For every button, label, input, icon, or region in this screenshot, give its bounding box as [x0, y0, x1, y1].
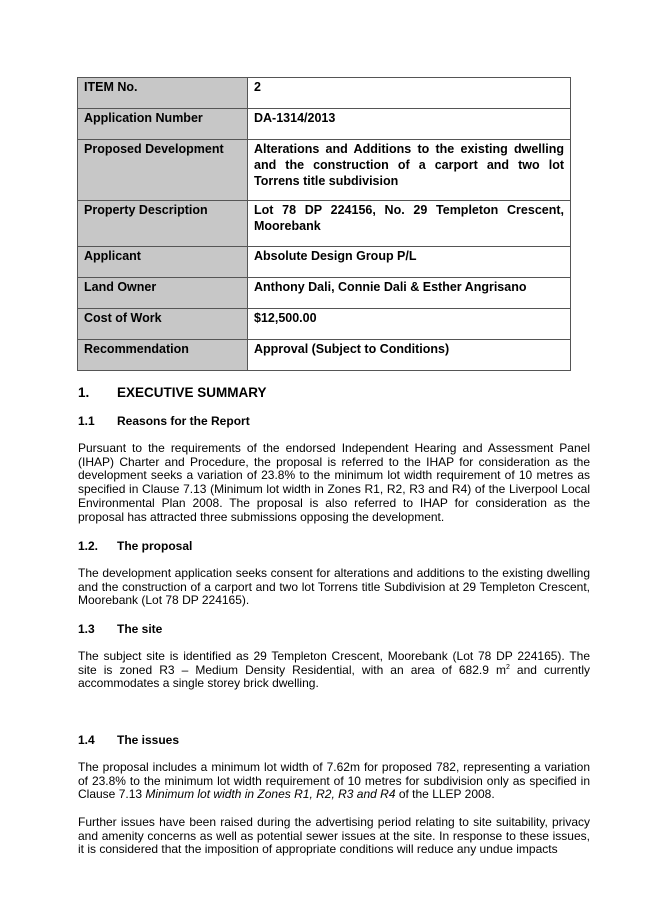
paragraph: [78, 761, 590, 802]
row-label: Application Number: [78, 109, 248, 140]
section-title: EXECUTIVE SUMMARY: [117, 385, 267, 400]
row-label: Land Owner: [78, 278, 248, 309]
subsection-title: The proposal: [117, 539, 193, 553]
superscript: 2: [505, 663, 510, 671]
row-label: Property Description: [78, 201, 248, 247]
text-run: of the LLEP 2008.: [395, 787, 495, 802]
row-value: 2: [248, 78, 571, 109]
subsection-title: The site: [117, 622, 163, 636]
row-value: DA-1314/2013: [248, 109, 571, 140]
section-number: 1.: [78, 385, 90, 400]
row-value: Lot 78 DP 224156, No. 29 Templeton Crescent, Moorebank: [248, 201, 571, 247]
table-row: [78, 340, 571, 371]
subsection-number: 1.2.: [78, 539, 99, 553]
subsection-title: Reasons for the Report: [117, 414, 250, 428]
row-label: Proposed Development: [78, 140, 248, 201]
italic-text: Minimum lot width in Zones R1, R2, R3 and R4: [145, 787, 396, 802]
subsection-number: 1.4: [78, 733, 95, 747]
table-row: [78, 247, 571, 278]
row-value: Anthony Dali, Connie Dali & Esther Angrisano: [248, 278, 571, 309]
table-row: [78, 201, 571, 247]
paragraph: Pursuant to the requirements of the endorsed Independent Hearing and Assessment Panel (IHAP) Charter and Procedure, the proposal is referred to the IHAP for consideration as the development seeks a variation of 23.8% to the minimum lot width requirement of 10 metres as specified in Clause 7.13 (Minimum lot width in Zones R1, R2, R3 and R4) of the Liverpool Local Environmental Plan 2008. The proposal is also referred to IHAP for consideration as the proposal has attracted three submissions opposing the development.: [78, 441, 590, 524]
text-run: The subject site is identified as 29 Templeton Crescent, Moorebank (Lot 78 DP 224165). The site is zoned R3 – Medium Density Residential, with an area of 682.9 m: [78, 649, 590, 677]
subsection-heading: [78, 733, 179, 747]
subsection-heading: [78, 622, 162, 636]
subsection-number: 1.1: [78, 414, 95, 428]
table-row: [78, 109, 571, 140]
row-value: $12,500.00: [248, 309, 571, 340]
row-value: Absolute Design Group P/L: [248, 247, 571, 278]
section-heading: [78, 385, 267, 400]
row-value: Approval (Subject to Conditions): [248, 340, 571, 371]
text-run: The proposal includes a minimum lot width of 7.62m for proposed 782, representing a variation of 23.8% to the minimum lot width requirement of 10 metres for subdivision only as specified in Clause 7.13: [78, 760, 590, 802]
paragraph: The development application seeks consent for alterations and additions to the existing dwelling and the construction of a carport and two lot Torrens title Subdivision at 29 Templeton Crescent, Moorebank (Lot 78 DP 224165).: [78, 566, 590, 608]
subsection-title: The issues: [117, 733, 180, 747]
subsection-number: 1.3: [78, 622, 95, 636]
row-label: ITEM No.: [78, 78, 248, 109]
paragraph: [78, 650, 590, 691]
subsection-heading: [78, 539, 192, 553]
table-row: [78, 309, 571, 340]
text-run: and currently accommodates a single storey brick dwelling.: [78, 662, 590, 691]
table-row: [78, 278, 571, 309]
table-row: [78, 140, 571, 201]
row-value: Alterations and Additions to the existing dwelling and the construction of a carport and two lot Torrens title subdivision: [248, 140, 571, 201]
subsection-heading: [78, 414, 250, 428]
paragraph: Further issues have been raised during the advertising period relating to site suitability, privacy and amenity concerns as well as potential sewer issues at the site. In response to these issues, it is considered that the imposition of appropriate conditions will reduce any undue impacts: [78, 815, 590, 857]
application-summary-table: [77, 77, 571, 371]
row-label: Cost of Work: [78, 309, 248, 340]
row-label: Applicant: [78, 247, 248, 278]
row-label: Recommendation: [78, 340, 248, 371]
table-row: [78, 78, 571, 109]
